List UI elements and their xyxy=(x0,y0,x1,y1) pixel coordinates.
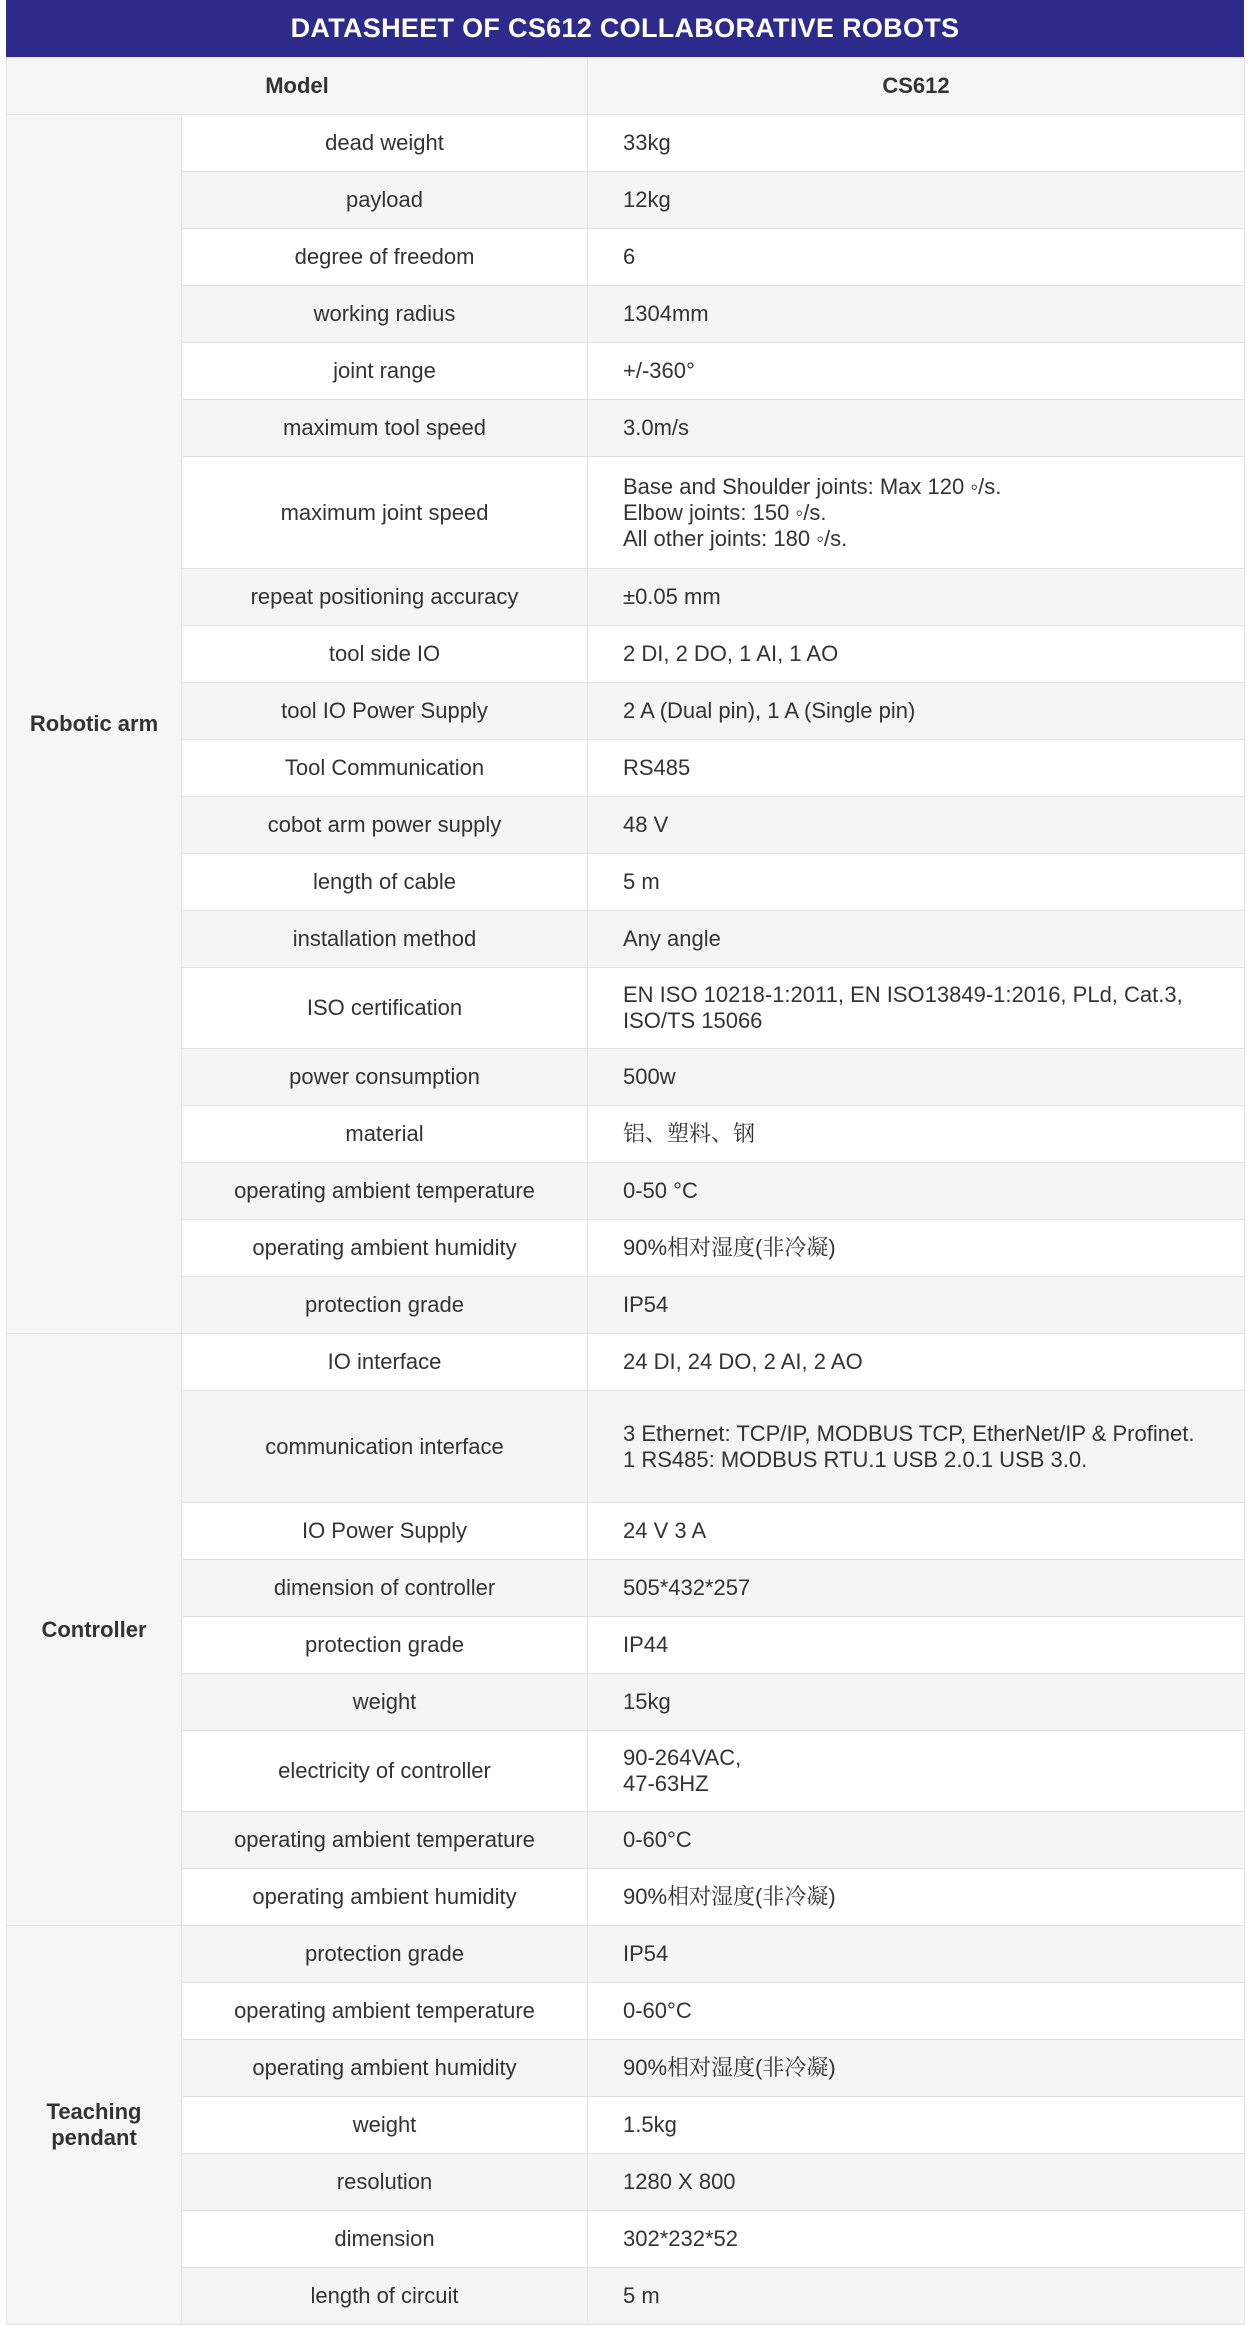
spec-label: dead weight xyxy=(182,115,588,172)
spec-value: 铝、塑料、钢 xyxy=(588,1106,1245,1163)
spec-label: communication interface xyxy=(182,1391,588,1503)
spec-label: cobot arm power supply xyxy=(182,797,588,854)
table-row xyxy=(7,797,1245,854)
table-row xyxy=(7,1983,1245,2040)
spec-value: 0-60°C xyxy=(588,1983,1245,2040)
table-row xyxy=(7,968,1245,1049)
spec-value: 6 xyxy=(588,229,1245,286)
spec-label: resolution xyxy=(182,2154,588,2211)
spec-label: IO interface xyxy=(182,1334,588,1391)
spec-value: IP44 xyxy=(588,1617,1245,1674)
spec-value: 3.0m/s xyxy=(588,400,1245,457)
spec-label: operating ambient humidity xyxy=(182,1869,588,1926)
spec-value: 1304mm xyxy=(588,286,1245,343)
spec-value: 90%相对湿度(非冷凝) xyxy=(588,1869,1245,1926)
spec-value: 90%相对湿度(非冷凝) xyxy=(588,2040,1245,2097)
spec-value: 48 V xyxy=(588,797,1245,854)
group-label: Controller xyxy=(7,1334,182,1926)
table-row xyxy=(7,1220,1245,1277)
table-row xyxy=(7,2268,1245,2325)
spec-value: 2 A (Dual pin), 1 A (Single pin) xyxy=(588,683,1245,740)
spec-label: length of circuit xyxy=(182,2268,588,2325)
spec-label: maximum tool speed xyxy=(182,400,588,457)
table-row xyxy=(7,457,1245,569)
spec-label: operating ambient temperature xyxy=(182,1163,588,1220)
spec-value: Any angle xyxy=(588,911,1245,968)
spec-value: RS485 xyxy=(588,740,1245,797)
table-row xyxy=(7,1049,1245,1106)
table-row xyxy=(7,1560,1245,1617)
spec-label: protection grade xyxy=(182,1617,588,1674)
header-model-value: CS612 xyxy=(588,58,1245,115)
table-row xyxy=(7,1277,1245,1334)
spec-value: IP54 xyxy=(588,1926,1245,1983)
spec-value: 24 V 3 A xyxy=(588,1503,1245,1560)
table-row xyxy=(7,911,1245,968)
spec-label: repeat positioning accuracy xyxy=(182,569,588,626)
spec-label: IO Power Supply xyxy=(182,1503,588,1560)
table-row xyxy=(7,854,1245,911)
table-row xyxy=(7,1812,1245,1869)
page-title: DATASHEET OF CS612 COLLABORATIVE ROBOTS xyxy=(6,0,1244,57)
table-row xyxy=(7,1926,1245,1983)
spec-value: 505*432*257 xyxy=(588,1560,1245,1617)
spec-value: 0-50 °C xyxy=(588,1163,1245,1220)
table-row xyxy=(7,1674,1245,1731)
table-row xyxy=(7,343,1245,400)
spec-value: 12kg xyxy=(588,172,1245,229)
spec-label: dimension xyxy=(182,2211,588,2268)
spec-label: weight xyxy=(182,2097,588,2154)
spec-label: working radius xyxy=(182,286,588,343)
spec-value: 5 m xyxy=(588,854,1245,911)
table-row xyxy=(7,172,1245,229)
group-label: Teaching pendant xyxy=(7,1926,182,2325)
spec-label: tool side IO xyxy=(182,626,588,683)
spec-value: Base and Shoulder joints: Max 120 ◦/s. Elbow joints: 150 ◦/s. All other joints: 180 ◦/s. xyxy=(588,457,1245,569)
table-row xyxy=(7,400,1245,457)
spec-table-body xyxy=(7,58,1245,2325)
table-row xyxy=(7,2040,1245,2097)
spec-table xyxy=(6,57,1245,2325)
table-row xyxy=(7,115,1245,172)
spec-label: Tool Communication xyxy=(182,740,588,797)
table-row xyxy=(7,1869,1245,1926)
spec-label: length of cable xyxy=(182,854,588,911)
spec-value: 3 Ethernet: TCP/IP, MODBUS TCP, EtherNet/IP & Profinet. 1 RS485: MODBUS RTU.1 USB 2.0.1 USB 3.0. xyxy=(588,1391,1245,1503)
spec-value: 0-60°C xyxy=(588,1812,1245,1869)
header-model-label: Model xyxy=(7,58,588,115)
table-row xyxy=(7,2154,1245,2211)
datasheet xyxy=(6,0,1244,2325)
table-row xyxy=(7,229,1245,286)
spec-value: 90-264VAC, 47-63HZ xyxy=(588,1731,1245,1812)
table-row xyxy=(7,1391,1245,1503)
spec-label: ISO certification xyxy=(182,968,588,1049)
spec-label: operating ambient temperature xyxy=(182,1812,588,1869)
table-row xyxy=(7,2097,1245,2154)
spec-label: tool IO Power Supply xyxy=(182,683,588,740)
spec-label: installation method xyxy=(182,911,588,968)
spec-label: material xyxy=(182,1106,588,1163)
spec-label: operating ambient humidity xyxy=(182,1220,588,1277)
spec-value: 33kg xyxy=(588,115,1245,172)
spec-label: operating ambient humidity xyxy=(182,2040,588,2097)
table-row xyxy=(7,1731,1245,1812)
table-row xyxy=(7,1163,1245,1220)
spec-label: weight xyxy=(182,1674,588,1731)
spec-value: 15kg xyxy=(588,1674,1245,1731)
spec-label: electricity of controller xyxy=(182,1731,588,1812)
table-row xyxy=(7,286,1245,343)
spec-label: maximum joint speed xyxy=(182,457,588,569)
spec-label: payload xyxy=(182,172,588,229)
spec-value: 24 DI, 24 DO, 2 AI, 2 AO xyxy=(588,1334,1245,1391)
table-row xyxy=(7,1503,1245,1560)
spec-value: +/-360° xyxy=(588,343,1245,400)
table-row xyxy=(7,1106,1245,1163)
spec-label: joint range xyxy=(182,343,588,400)
spec-label: degree of freedom xyxy=(182,229,588,286)
table-row xyxy=(7,626,1245,683)
spec-label: operating ambient temperature xyxy=(182,1983,588,2040)
spec-value: 5 m xyxy=(588,2268,1245,2325)
spec-label: dimension of controller xyxy=(182,1560,588,1617)
spec-value: 2 DI, 2 DO, 1 AI, 1 AO xyxy=(588,626,1245,683)
spec-value: IP54 xyxy=(588,1277,1245,1334)
spec-value: 90%相对湿度(非冷凝) xyxy=(588,1220,1245,1277)
spec-value: 500w xyxy=(588,1049,1245,1106)
spec-label: power consumption xyxy=(182,1049,588,1106)
spec-label: protection grade xyxy=(182,1277,588,1334)
table-row xyxy=(7,1334,1245,1391)
table-row xyxy=(7,2211,1245,2268)
table-header-row xyxy=(7,58,1245,115)
group-label: Robotic arm xyxy=(7,115,182,1334)
spec-value: 1.5kg xyxy=(588,2097,1245,2154)
spec-value: 1280 X 800 xyxy=(588,2154,1245,2211)
table-row xyxy=(7,569,1245,626)
spec-value: 302*232*52 xyxy=(588,2211,1245,2268)
table-row xyxy=(7,683,1245,740)
spec-value: EN ISO 10218-1:2011, EN ISO13849-1:2016, PLd, Cat.3, ISO/TS 15066 xyxy=(588,968,1245,1049)
table-row xyxy=(7,1617,1245,1674)
table-row xyxy=(7,740,1245,797)
spec-value: ±0.05 mm xyxy=(588,569,1245,626)
spec-label: protection grade xyxy=(182,1926,588,1983)
